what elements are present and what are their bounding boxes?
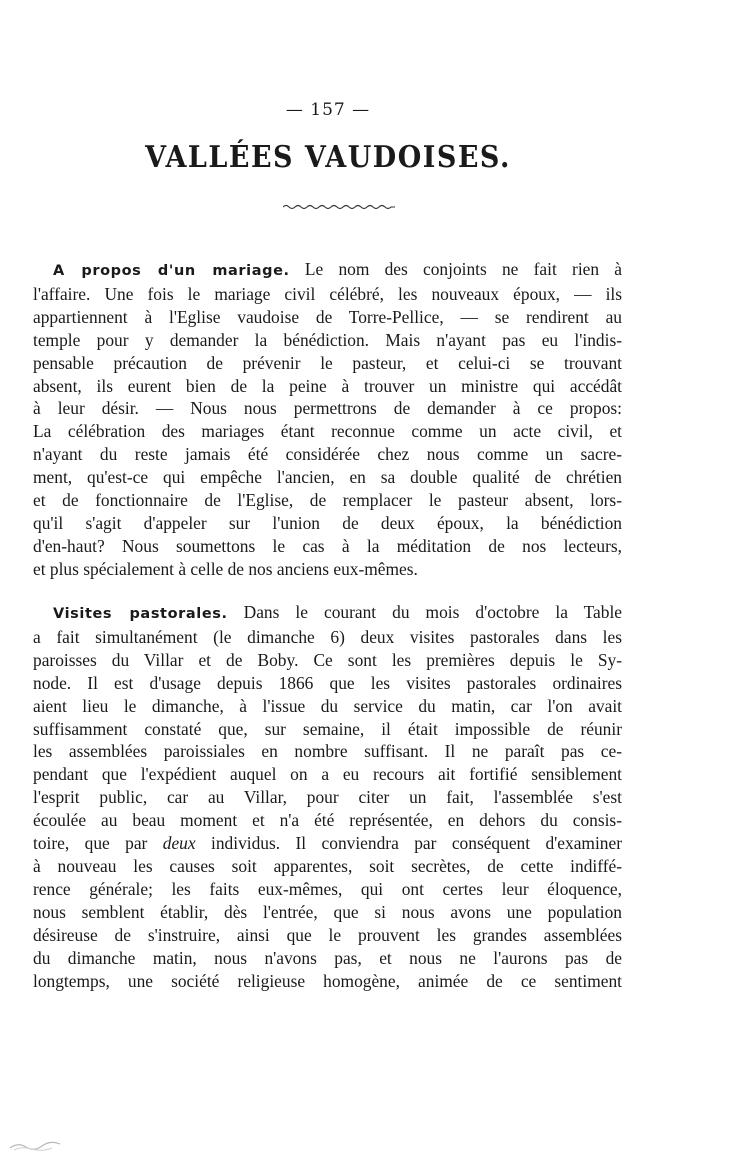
text-line — [33, 601, 622, 626]
text-line: aient lieu le dimanche, à l'issue du service du matin, car l'on avait — [33, 695, 622, 716]
text-line: rence générale; les faits eux-mêmes, qui ont certes leur éloquence, — [33, 878, 622, 899]
text-line: pendant que l'expédient auquel on a eu recours ait fortifié sensiblement — [33, 764, 622, 785]
runin-heading: A propos d'un mariage. — [53, 263, 290, 279]
title-ornament-rule — [283, 203, 395, 211]
text-line: pensable précaution de prévenir le pasteur, et celui-ci se trouvant — [33, 352, 622, 373]
text-span: Le nom des conjoints ne fait rien à — [304, 259, 623, 279]
text-line: écoulée au beau moment et n'a été représentée, en dehors du consis- — [33, 810, 622, 831]
text-line: nous semblent établir, dès l'entrée, que si nous avons une population — [33, 901, 622, 922]
text-span: individus. Il conviendra par conséquent d'examiner — [195, 833, 622, 854]
text-line — [33, 832, 622, 855]
runin-heading: Visites pastorales. — [53, 606, 228, 622]
paragraph-mariage — [33, 258, 622, 581]
text-line: absent, ils eurent bien de la peine à trouver un ministre qui accédât — [33, 375, 622, 396]
text-line: a fait simultanément (le dimanche 6) deux visites pastorales dans les — [33, 626, 622, 647]
text-line: La célébration des mariages étant reconnue comme un acte civil, et — [33, 421, 622, 442]
text-line: à nouveau les causes soit apparentes, soit secrètes, de cette indiffé- — [33, 855, 622, 876]
italic-word: deux — [162, 833, 196, 854]
text-line: l'esprit public, car au Villar, pour citer un fait, l'assemblée s'est — [33, 787, 622, 808]
text-line: d'en-haut? Nous soumettons le cas à la méditation de nos lecteurs, — [33, 535, 622, 556]
page-number: — 157 — — [285, 100, 371, 120]
text-line: suffisamment constaté que, sur semaine, il était impossible de réunir — [33, 718, 622, 739]
text-line: temple pour y demander la bénédiction. Mais n'ayant pas eu l'indis- — [33, 329, 622, 350]
text-line: et plus spécialement à celle de nos anciens eux-mêmes. — [33, 558, 418, 579]
text-line: du dimanche matin, nous n'avons pas, et nous ne l'aurons pas de — [33, 947, 622, 968]
text-line: n'ayant du reste jamais été considérée chez nous comme un sacre- — [33, 444, 622, 465]
text-line: désireuse de s'instruire, ainsi que le prouvent les grandes assemblées — [33, 924, 622, 945]
text-line: les assemblées paroissiales en nombre suffisant. Il ne paraît pas ce- — [33, 741, 622, 762]
text-line: l'affaire. Une fois le mariage civil célébré, les nouveaux époux, — ils — [33, 283, 622, 304]
text-line: qu'il s'agit d'appeler sur l'union de deux époux, la bénédiction — [33, 512, 622, 533]
text-line: et de fonctionnaire de l'Eglise, de remplacer le pasteur absent, lors- — [33, 490, 622, 511]
text-span: toire, que par — [33, 833, 163, 854]
text-line: node. Il est d'usage depuis 1866 que les visites pastorales ordinaires — [33, 672, 622, 693]
text-span: Dans le courant du mois d'octobre la Table — [243, 602, 623, 622]
text-line: paroisses du Villar et de Boby. Ce sont les premières depuis le Sy- — [33, 649, 622, 670]
page-title: VALLÉES VAUDOISES. — [145, 140, 511, 175]
scan-smudge-mark — [8, 1138, 68, 1152]
text-line: longtemps, une société religieuse homogène, animée de ce sentiment — [33, 970, 622, 991]
paragraph-visites — [33, 601, 622, 992]
text-line: à leur désir. — Nous nous permettrons de demander à ce propos: — [33, 398, 622, 419]
text-line: appartiennent à l'Eglise vaudoise de Torre-Pellice, — se rendirent au — [33, 306, 622, 327]
text-line — [33, 258, 622, 283]
text-line: ment, qu'est-ce qui empêche l'ancien, en sa double qualité de chrétien — [33, 467, 622, 488]
